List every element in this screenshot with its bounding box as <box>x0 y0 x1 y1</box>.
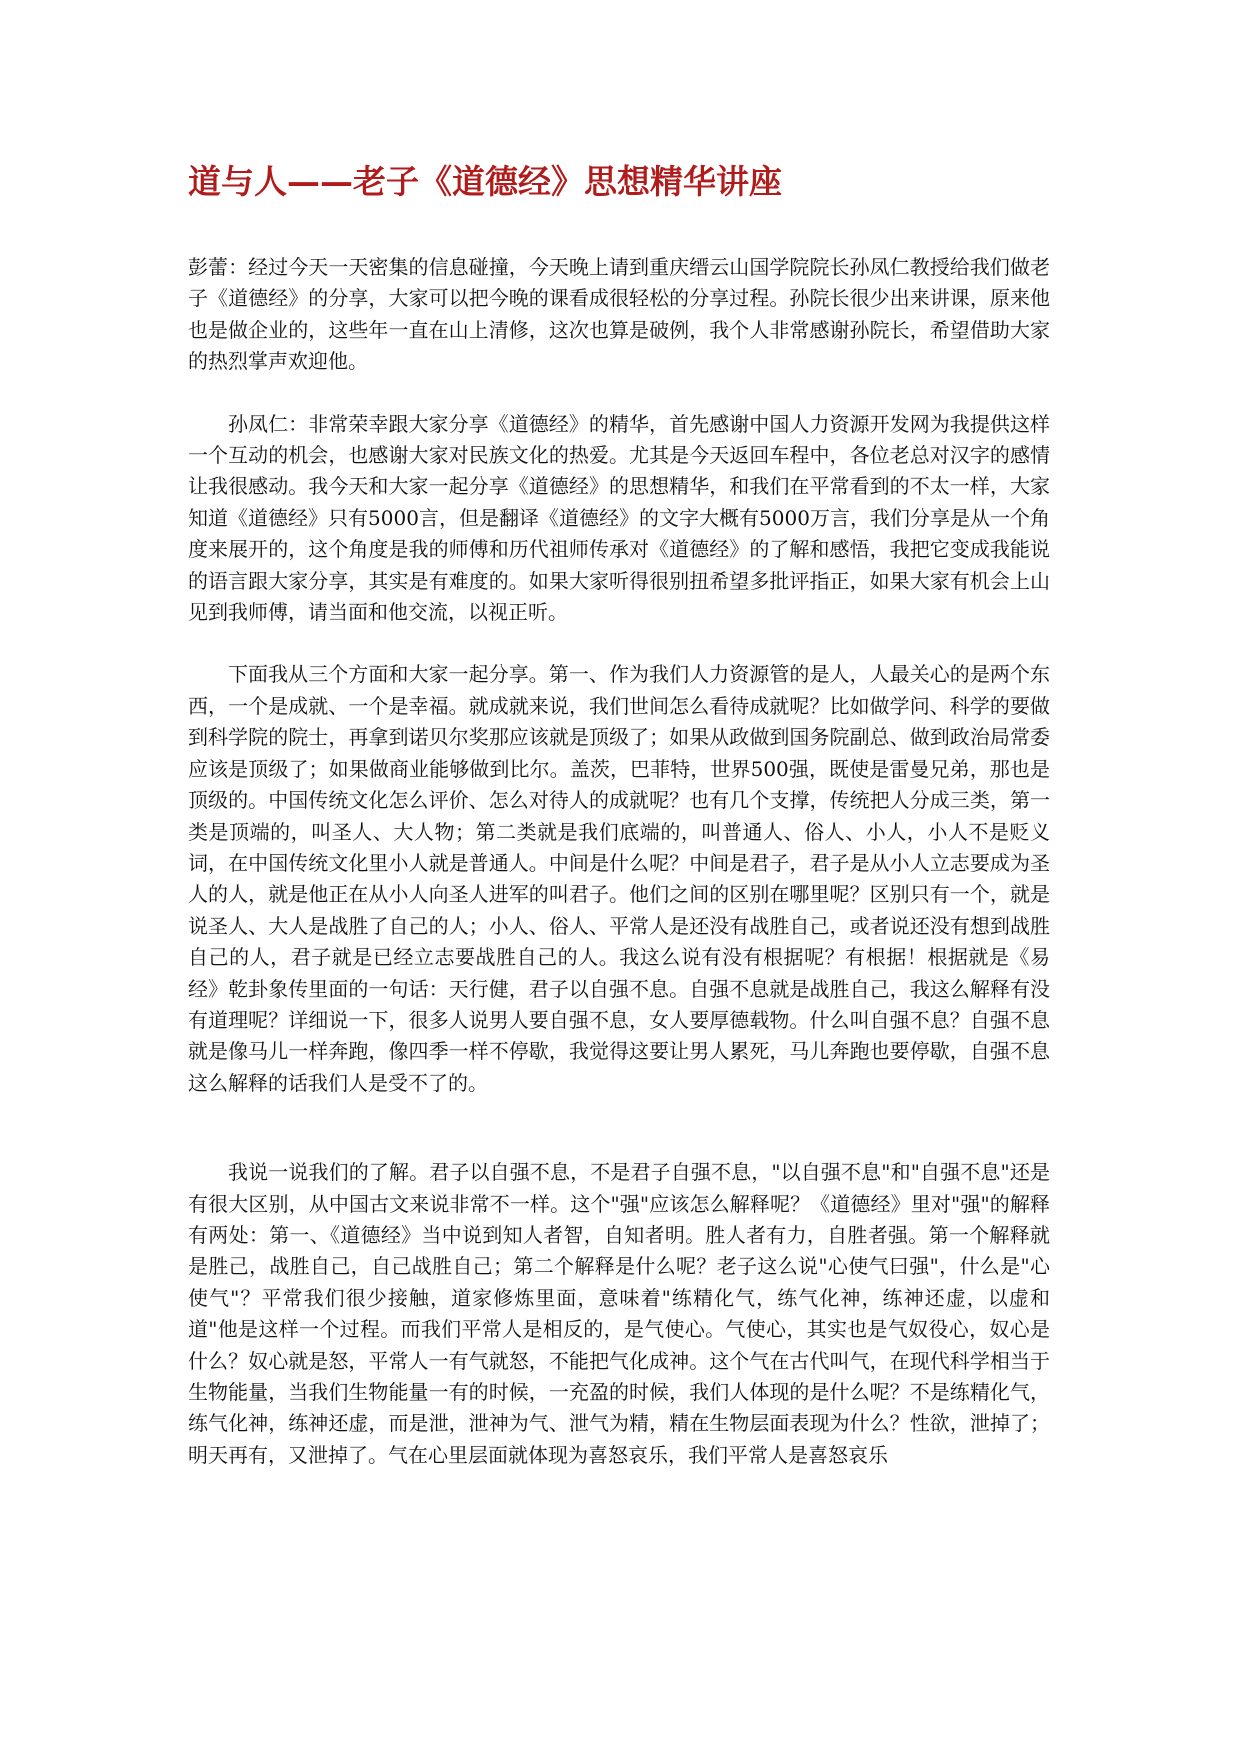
document-page <box>188 160 1050 1502</box>
paragraph-three-aspects: 下面我从三个方面和大家一起分享。第一、作为我们人力资源管的是人，人最关心的是两个东西，一个是成就、一个是幸福。就成就来说，我们世间怎么看待成就呢？比如做学问、科学的要做到科学院的院士，再拿到诺贝尔奖那应该就是顶级了；如果从政做到国务院副总、做到政治局常委应该是顶级了；如果做商业能够做到比尔。盖茨，巴菲特，世界500强，既使是雷曼兄弟，那也是顶级的。中国传统文化怎么评价、怎么对待人的成就呢？也有几个支撑，传统把人分成三类，第一类是顶端的，叫圣人、大人物；第二类就是我们底端的，叫普通人、俗人、小人，小人不是贬义词，在中国传统文化里小人就是普通人。中间是什么呢？中间是君子，君子是从小人立志要成为圣人的人，就是他正在从小人向圣人进军的叫君子。他们之间的区别在哪里呢？区别只有一个，就是说圣人、大人是战胜了自己的人；小人、俗人、平常人是还没有战胜自己，或者说还没有想到战胜自己的人，君子就是已经立志要战胜自己的人。我这么说有没有根据呢？有根据！根据就是《易经》乾卦象传里面的一句话：天行健，君子以自强不息。自强不息就是战胜自己，我这么解释有没有道理呢？详细说一下，很多人说男人要自强不息，女人要厚德载物。什么叫自强不息？自强不息就是像马儿一样奔跑，像四季一样不停歇，我觉得这要让男人累死，马儿奔跑也要停歇，自强不息这么解释的话我们人是受不了的。 <box>188 662 1050 1095</box>
document-title: 道与人——老子《道德经》思想精华讲座 <box>188 162 782 201</box>
paragraph-intro: 彭蕾：经过今天一天密集的信息碰撞，今天晚上请到重庆缙云山国学院院长孙凤仁教授给我们做老子《道德经》的分享，大家可以把今晚的课看成很轻松的分享过程。孙院长很少出来讲课，原来他也是做企业的，这些年一直在山上清修，这次也算是破例，我个人非常感谢孙院长，希望借助大家的热烈掌声欢迎他。 <box>188 255 1050 374</box>
paragraph-opening-remarks: 孙凤仁：非常荣幸跟大家分享《道德经》的精华，首先感谢中国人力资源开发网为我提供这样一个互动的机会，也感谢大家对民族文化的热爱。尤其是今天返回车程中，各位老总对汉字的感情让我很感动。我今天和大家一起分享《道德经》的思想精华，和我们在平常看到的不太一样，大家知道《道德经》只有5000言，但是翻译《道德经》的文字大概有5000万言，我们分享是从一个角度来展开的，这个角度是我的师傅和历代祖师传承对《道德经》的了解和感悟，我把它变成我能说的语言跟大家分享，其实是有难度的。如果大家听得很别扭希望多批评指正，如果大家有机会上山见到我师傅，请当面和他交流，以视正听。 <box>188 411 1050 625</box>
paragraph-self-strength: 我说一说我们的了解。君子以自强不息，不是君子自强不息，"以自强不息"和"自强不息"还是有很大区别，从中国古文来说非常不一样。这个"强"应该怎么解释呢？《道德经》里对"强"的解释有两处：第一、《道德经》当中说到知人者智，自知者明。胜人者有力，自胜者强。第一个解释就是胜己，战胜自己，自己战胜自己；第二个解释是什么呢？老子这么说"心使气曰强"，什么是"心使气"？平常我们很少接触，道家修炼里面，意味着"练精化气，练气化神，练神还虚，以虚和道"他是这样一个过程。而我们平常人是相反的，是气使心。气使心，其实也是气奴役心，奴心是什么？奴心就是怒，平常人一有气就怒，不能把气化成神。这个气在古代叫气，在现代科学相当于生物能量，当我们生物能量一有的时候，一充盈的时候，我们人体现的是什么呢？不是练精化气，练气化神，练神还虚，而是泄，泄神为气、泄气为精，精在生物层面表现为什么？性欲，泄掉了；明天再有，又泄掉了。气在心里层面就体现为喜怒哀乐，我们平常人是喜怒哀乐 <box>188 1160 1050 1467</box>
